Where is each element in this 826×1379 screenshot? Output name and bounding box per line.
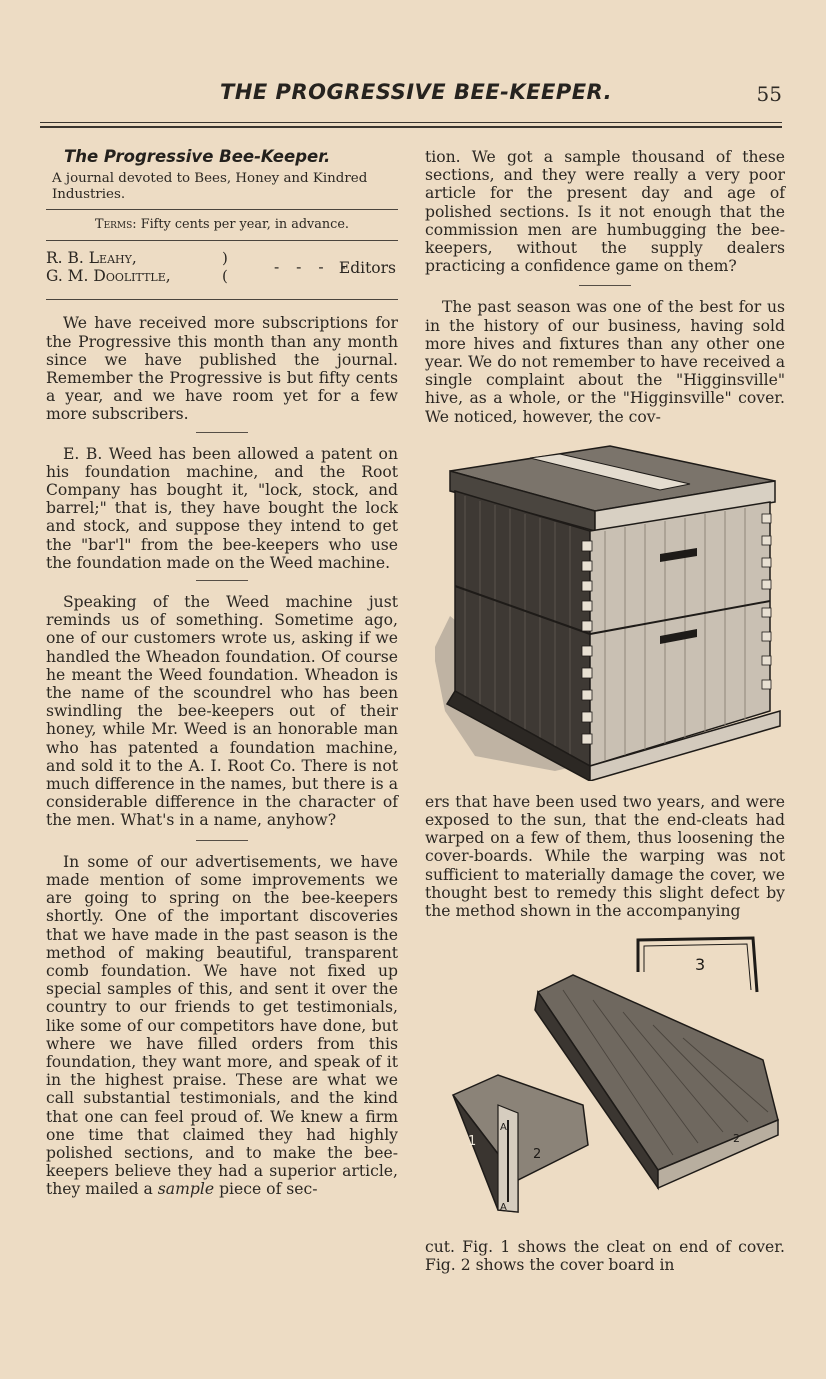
running-head xyxy=(40,80,782,110)
paragraph-wheadon: Speaking of the Weed machine just reminds us of something. Sometime ago, one of our customers wrote us, asking if we handled the Wheadon foundation. Of course he meant the Weed foundation. Wheadon is the name of the scoundrel who has been swindling the bee-keepers out of their honey, while Mr. Weed is an honorable man who has patented a foundation machine, and sold it to the A. I. Root Co. There is not much difference in the names, but there is a considerable difference in the character of the men. What's in a name, anyhow? xyxy=(46,593,398,830)
separator xyxy=(196,580,248,581)
terms-text: Fifty cents per year, in advance. xyxy=(140,217,349,233)
editors-label: Editors xyxy=(338,259,396,278)
editors-block xyxy=(46,249,398,289)
editor-brace: ) ( xyxy=(222,249,228,286)
foundation-text: In some of our advertisements, we have made mention of some improvements we are going to spring on the bee-keepers shortly. One of the important discoveries that we have made in the past season is the method of making beautiful, transparent comb foundation. We have not fixed up special samples of this, and sent it over the country to our friends to get testimonials, like some of our competitors have done, but where we have filled orders from this foundation, they want more, and speak of it in the highest praise. These are what we call substantial testimonials, and the kind that one can feel proud of. We knew a firm one time that claimed they had highly polished sections, and to make the bee-keepers believe they had a superior article, they mailed a xyxy=(46,852,398,1199)
terms-label: Terms: xyxy=(95,217,137,233)
editor-dashes: - - - - xyxy=(274,258,352,277)
header-rule-lower xyxy=(40,126,782,128)
paragraph-subscriptions: We have received more subscriptions for the Progressive this month than any month since we have published the journal. Remember the Progressive is but fifty cents a year, and we have room yet for a few more subscribers. xyxy=(46,314,398,424)
masthead-terms xyxy=(46,216,398,234)
fig1-letter-a-bottom: A xyxy=(500,1202,507,1214)
paragraph-weed-patent: E. B. Weed has been allowed a patent on his foundation machine, and the Root Company has bought it, "lock, stock, and barrel;" that is, they have bought the lock and stock, and suppose they intend to get the "bar'l" from the bee-keepers who use the foundation made on the Weed machine. xyxy=(46,444,398,572)
fig2-label-a: 2 xyxy=(533,1147,542,1163)
separator xyxy=(196,840,248,841)
masthead-rule-2 xyxy=(46,240,398,241)
paragraph-past-season: The past season was one of the best for us in the history of our business, having sold more hives and fixtures than any other one year. We do not remember to have received a single complaint about the "Higginsville" hive, as a whole, or the "Higginsville" cover. We noticed, however, the cov- xyxy=(425,298,785,426)
sample-italic: sample xyxy=(157,1180,215,1199)
paragraph-end-cleats: ers that have been used two years, and were exposed to the sun, that the end-cleats had warped on a few of them, thus loosening the cover-boards. While the warping was not sufficient to materially damage the cover, we thought best to remedy this slight defect by the method shown in the accompanying xyxy=(425,792,785,921)
masthead-rule-3 xyxy=(46,299,398,300)
editor-names xyxy=(46,249,171,285)
fig1-label: 1 xyxy=(468,1134,477,1150)
paragraph-foundation xyxy=(46,853,398,1199)
masthead-title: The Progressive Bee-Keeper. xyxy=(64,147,331,166)
page-number: 55 xyxy=(756,82,782,106)
right-column xyxy=(425,148,785,1275)
fig3-label: 3 xyxy=(695,955,706,975)
header-rule-upper xyxy=(40,122,782,123)
paragraph-sections-cont: tion. We got a sample thousand of these sections, and they were really a very poor article for the present day and age of polished sections. Is it not enough that the commission men are humbugging the bee-keepers, without the supply dealers practicing a confidence game on them? xyxy=(425,148,785,276)
cleat-illustration xyxy=(443,930,783,1230)
foundation-end: piece of sec- xyxy=(219,1180,318,1199)
left-column xyxy=(46,148,398,1199)
fig2-label-b: 2 xyxy=(733,1132,740,1146)
paragraph-cut: cut. Fig. 1 shows the cleat on end of cover. Fig. 2 shows the cover board in xyxy=(425,1238,785,1275)
editor-1: R. B. Leahy, xyxy=(46,249,137,268)
separator xyxy=(579,285,631,286)
running-title: THE PROGRESSIVE BEE-KEEPER. xyxy=(220,80,613,104)
masthead-description: A journal devoted to Bees, Honey and Kindred Industries. xyxy=(52,171,368,203)
masthead-rule xyxy=(46,209,398,210)
editor-2: G. M. Doolittle, xyxy=(46,267,171,286)
fig1-letter-a-top: A xyxy=(500,1122,507,1134)
separator xyxy=(196,432,248,433)
hive-illustration xyxy=(435,436,785,781)
